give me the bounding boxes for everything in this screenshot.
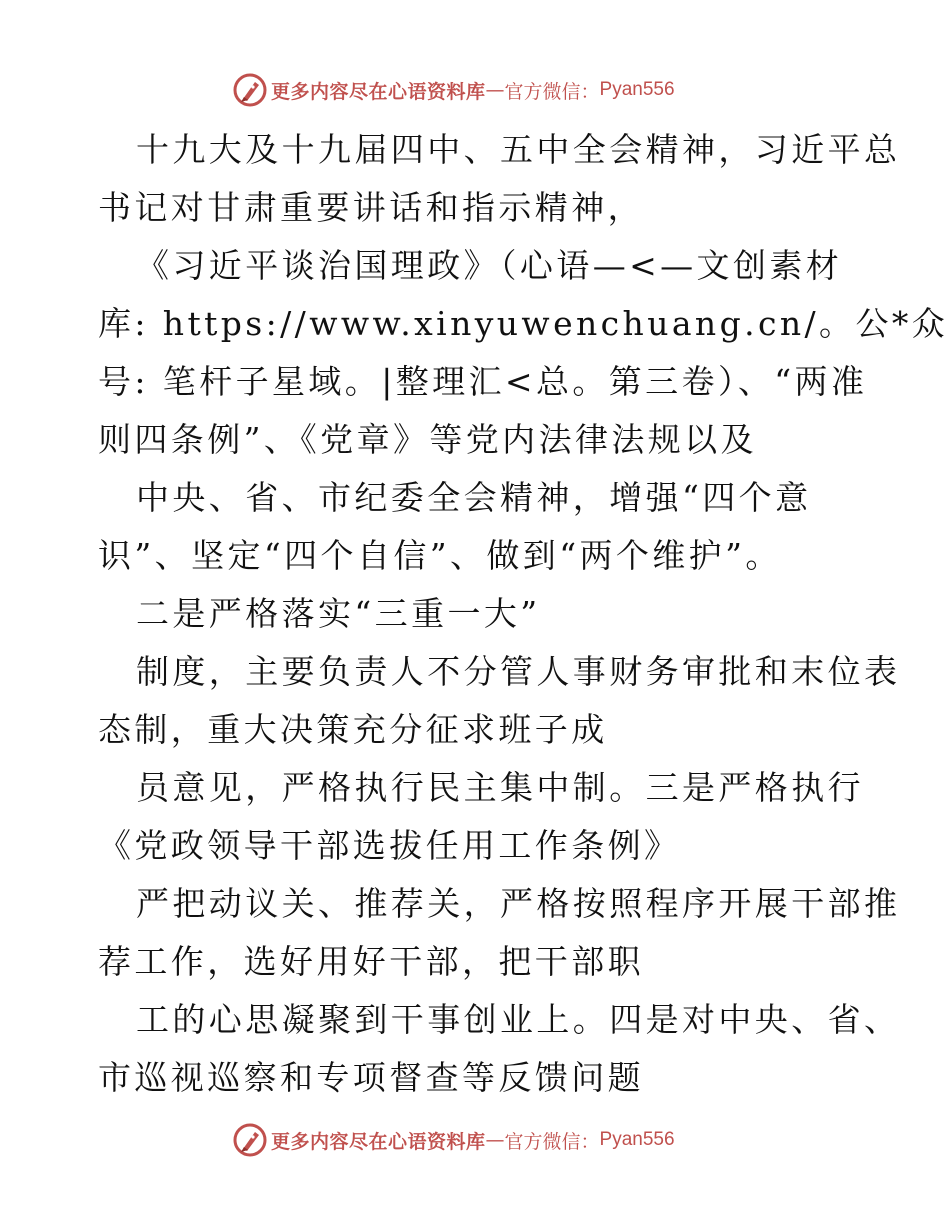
footer-watermark-banner xyxy=(233,1122,675,1158)
paragraph-line: 识”、坚定“四个自信”、做到“两个维护”。 xyxy=(98,536,782,575)
paragraph-line: 态制，重大决策充分征求班子成 xyxy=(98,710,608,749)
watermark-separator: — xyxy=(485,79,505,101)
document-body xyxy=(98,121,949,1107)
paragraph-line: 中央、省、市纪委全会精神，增强“四个意 xyxy=(136,478,812,517)
pen-nib-logo-icon xyxy=(233,73,267,107)
paragraph-line: 工的心思凝聚到干事创业上。四是对中央、省、 xyxy=(136,1000,901,1039)
paragraph-line: 库: https://www.xinyuwenchuang.cn/。公*众 xyxy=(98,304,949,343)
watermark-wechat-label: 官方微信： xyxy=(504,1130,600,1153)
paragraph-line: 二是严格落实“三重一大” xyxy=(136,594,541,633)
paragraph-line: 《习近平谈治国理政》（心语—<—文创素材 xyxy=(136,246,843,285)
watermark-site-text: 更多内容尽在心语资料库 xyxy=(271,1130,486,1153)
watermark-wechat-label: 官方微信： xyxy=(504,80,600,103)
paragraph-line: 制度，主要负责人不分管人事财务审批和末位表 xyxy=(136,652,901,691)
paragraph-line: 市巡视巡察和专项督查等反馈问题 xyxy=(98,1058,644,1097)
paragraph-line: 荐工作，选好用好干部，把干部职 xyxy=(98,942,644,981)
paragraph-line: 书记对甘肃重要讲话和指示精神， xyxy=(98,188,644,227)
paragraph-line: 《党政领导干部选拔任用工作条例》 xyxy=(98,826,681,865)
paragraph-line: 则四条例”、《党章》等党内法律法规以及 xyxy=(98,420,757,459)
watermark-wechat-id: Pyan556 xyxy=(599,79,675,100)
watermark-site-text: 更多内容尽在心语资料库 xyxy=(271,80,486,103)
watermark-wechat-id: Pyan556 xyxy=(599,1129,675,1150)
pen-nib-logo-icon xyxy=(233,1123,267,1157)
paragraph-line: 十九大及十九届四中、五中全会精神，习近平总 xyxy=(136,130,901,169)
paragraph-line: 号: 笔杆子星域。|整理汇<总。第三卷）、“两准 xyxy=(98,362,868,401)
header-watermark-banner xyxy=(233,72,675,108)
paragraph-line: 员意见，严格执行民主集中制。三是严格执行 xyxy=(136,768,864,807)
paragraph-line: 严把动议关、推荐关，严格按照程序开展干部推 xyxy=(136,884,901,923)
watermark-separator: — xyxy=(485,1129,505,1151)
